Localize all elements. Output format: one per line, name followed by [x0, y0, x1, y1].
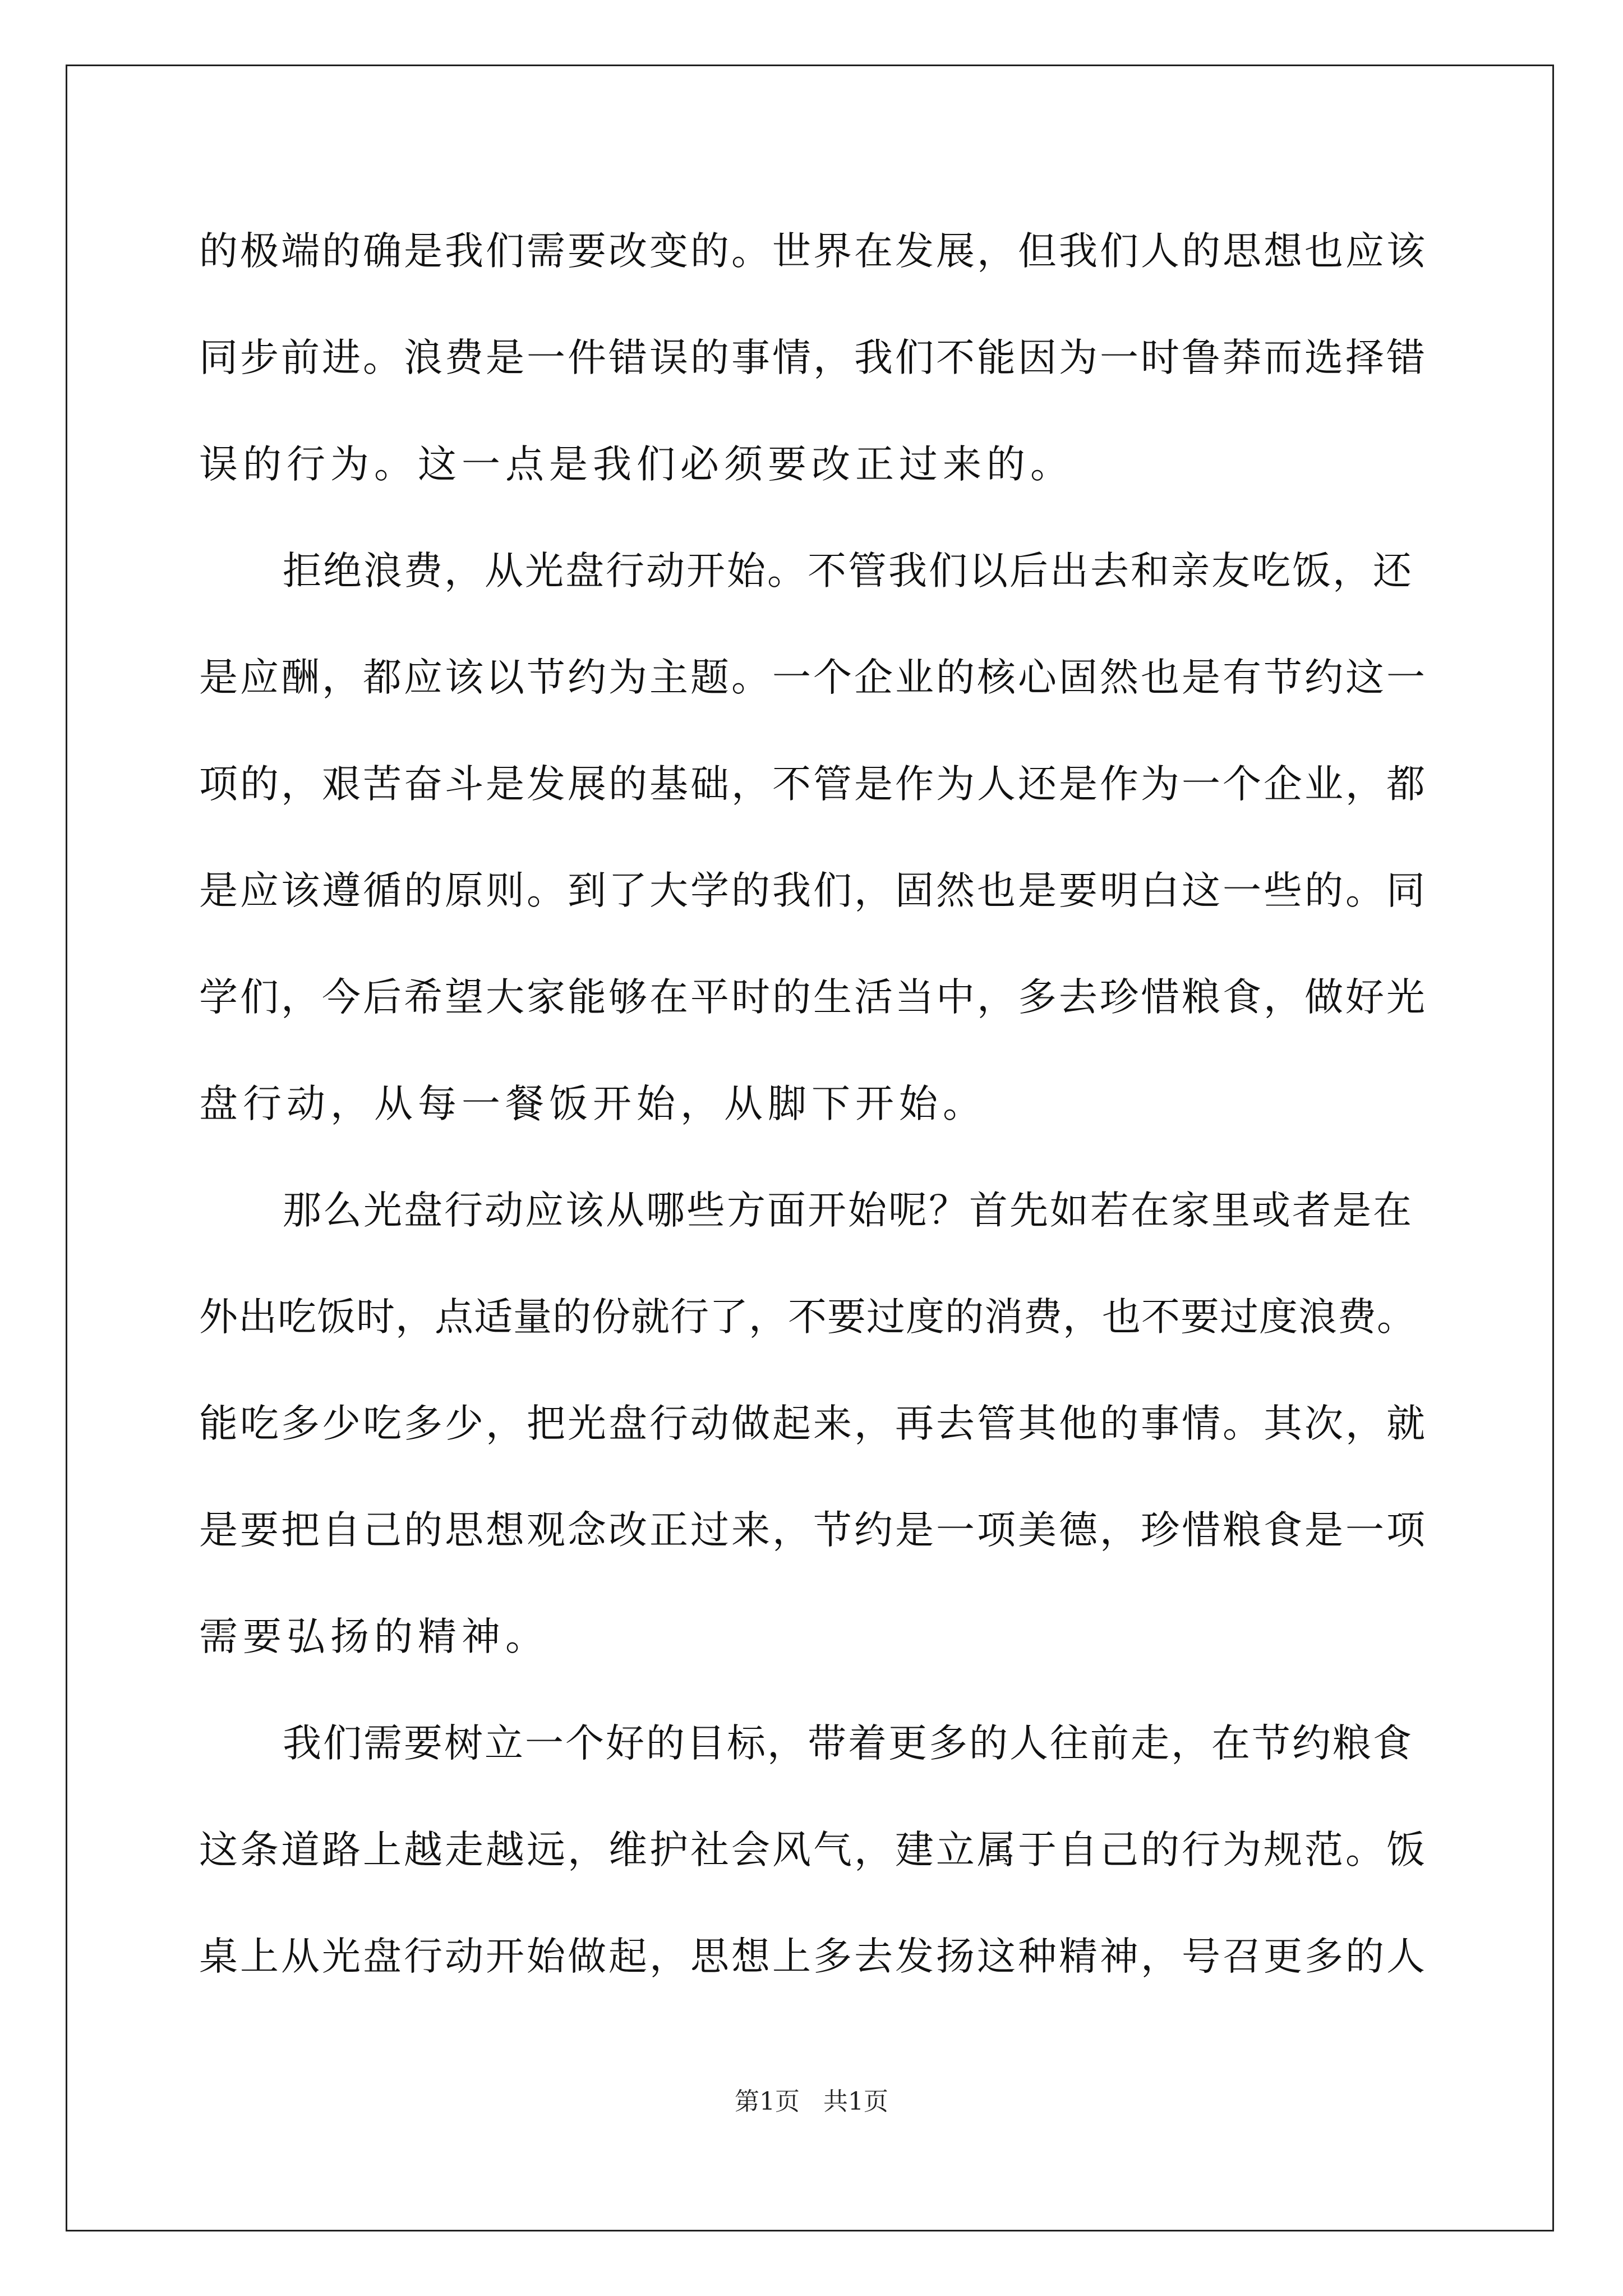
text-line: 的极端的确是我们需要改变的。世界在发展，但我们人的思想也应该 [199, 229, 1427, 274]
text-line: 能吃多少吃多少，把光盘行动做起来，再去管其他的事情。其次，就 [199, 1401, 1427, 1446]
text-line: 是要把自己的思想观念改正过来，节约是一项美德，珍惜粮食是一项 [199, 1508, 1427, 1553]
text-line: 外出吃饭时，点适量的份就行了，不要过度的消费，也不要过度浪费。 [199, 1295, 1416, 1340]
text-line: 这条道路上越走越远，维护社会风气，建立属于自己的行为规范。饭 [199, 1828, 1427, 1872]
text-line: 误的行为。这一点是我们必须要改正过来的。 [199, 442, 1074, 487]
text-line: 项的，艰苦奋斗是发展的基础，不管是作为人还是作为一个企业，都 [199, 762, 1427, 807]
text-line: 盘行动，从每一餐饭开始，从脚下开始。 [199, 1082, 986, 1126]
document-body [199, 218, 1427, 2030]
text-line: 是应该遵循的原则。到了大学的我们，固然也是要明白这一些的。同 [199, 868, 1427, 913]
text-line: 学们，今后希望大家能够在平时的生活当中，多去珍惜粮食，做好光 [199, 975, 1427, 1020]
text-line: 桌上从光盘行动开始做起，思想上多去发扬这种精神，号召更多的人 [199, 1934, 1427, 1979]
text-line: 我们需要树立一个好的目标，带着更多的人往前走，在节约粮食 [283, 1721, 1413, 1766]
text-line: 同步前进。浪费是一件错误的事情，我们不能因为一时鲁莽而选择错 [199, 335, 1427, 380]
text-line: 拒绝浪费，从光盘行动开始。不管我们以后出去和亲友吃饭，还 [283, 549, 1413, 593]
text-line: 需要弘扬的精神。 [199, 1614, 549, 1659]
text-line: 是应酬，都应该以节约为主题。一个企业的核心固然也是有节约这一 [199, 655, 1427, 700]
text-line: 那么光盘行动应该从哪些方面开始呢？首先如若在家里或者是在 [283, 1188, 1413, 1233]
page-footer: 第1页 共1页 [735, 2087, 888, 2116]
